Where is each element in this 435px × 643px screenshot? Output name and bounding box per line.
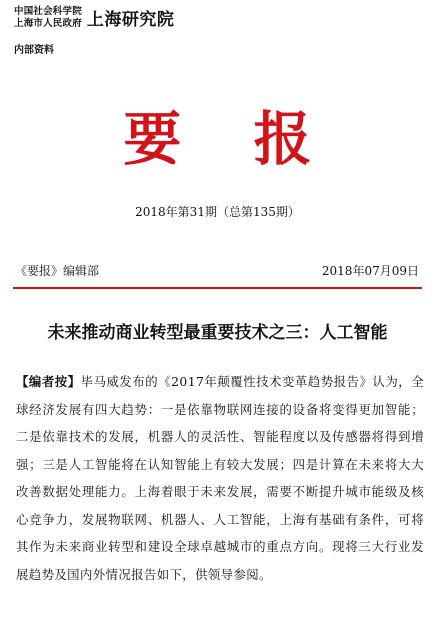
masthead-title: 要 报 (123, 105, 338, 173)
red-divider-line (13, 287, 422, 289)
editorial-department: 《要报》编辑部 (15, 264, 100, 278)
org-shanghai-government: 上海市人民政府 (14, 17, 82, 29)
org-cass: 中国社会科学院 (14, 5, 82, 17)
editor-note-body: 毕马威发布的《2017年颠覆性技术变革趋势报告》认为，全球经济发展有四大趋势：一是依靠物联网连接的设备将变得更加智能；二是依靠技术的发展，机器人的灵活性、智能程度以及传感器将得到增强；三是人工智能将在认知智能上有较大发展；四是计算在未来将大大改善数据处理能力。上海着眼于未来发展，需要不断提升城市能级及核心竞争力，发展物联网、机器人、人工智能，上海有基础有条件，可将其作为未来商业转型和建设全球卓越城市的重点方向。现将三大行业发展趋势及国内外情况报告如下，供领导参阅。 (16, 374, 425, 582)
publish-date: 2018年07月09日 (321, 264, 419, 278)
issue-number: 2018年第31期（总第135期） (135, 205, 300, 219)
internal-material-label: 内部资料 (14, 45, 54, 56)
institute-name: 上海研究院 (86, 10, 175, 30)
co-issuers (14, 6, 82, 30)
editor-note-label: 【编者按】 (16, 374, 81, 389)
article-headline: 未来推动商业转型最重要技术之三：人工智能 (47, 323, 388, 343)
editor-row (15, 262, 419, 279)
issuing-organizations (14, 5, 174, 30)
editor-note-paragraph (16, 368, 424, 588)
